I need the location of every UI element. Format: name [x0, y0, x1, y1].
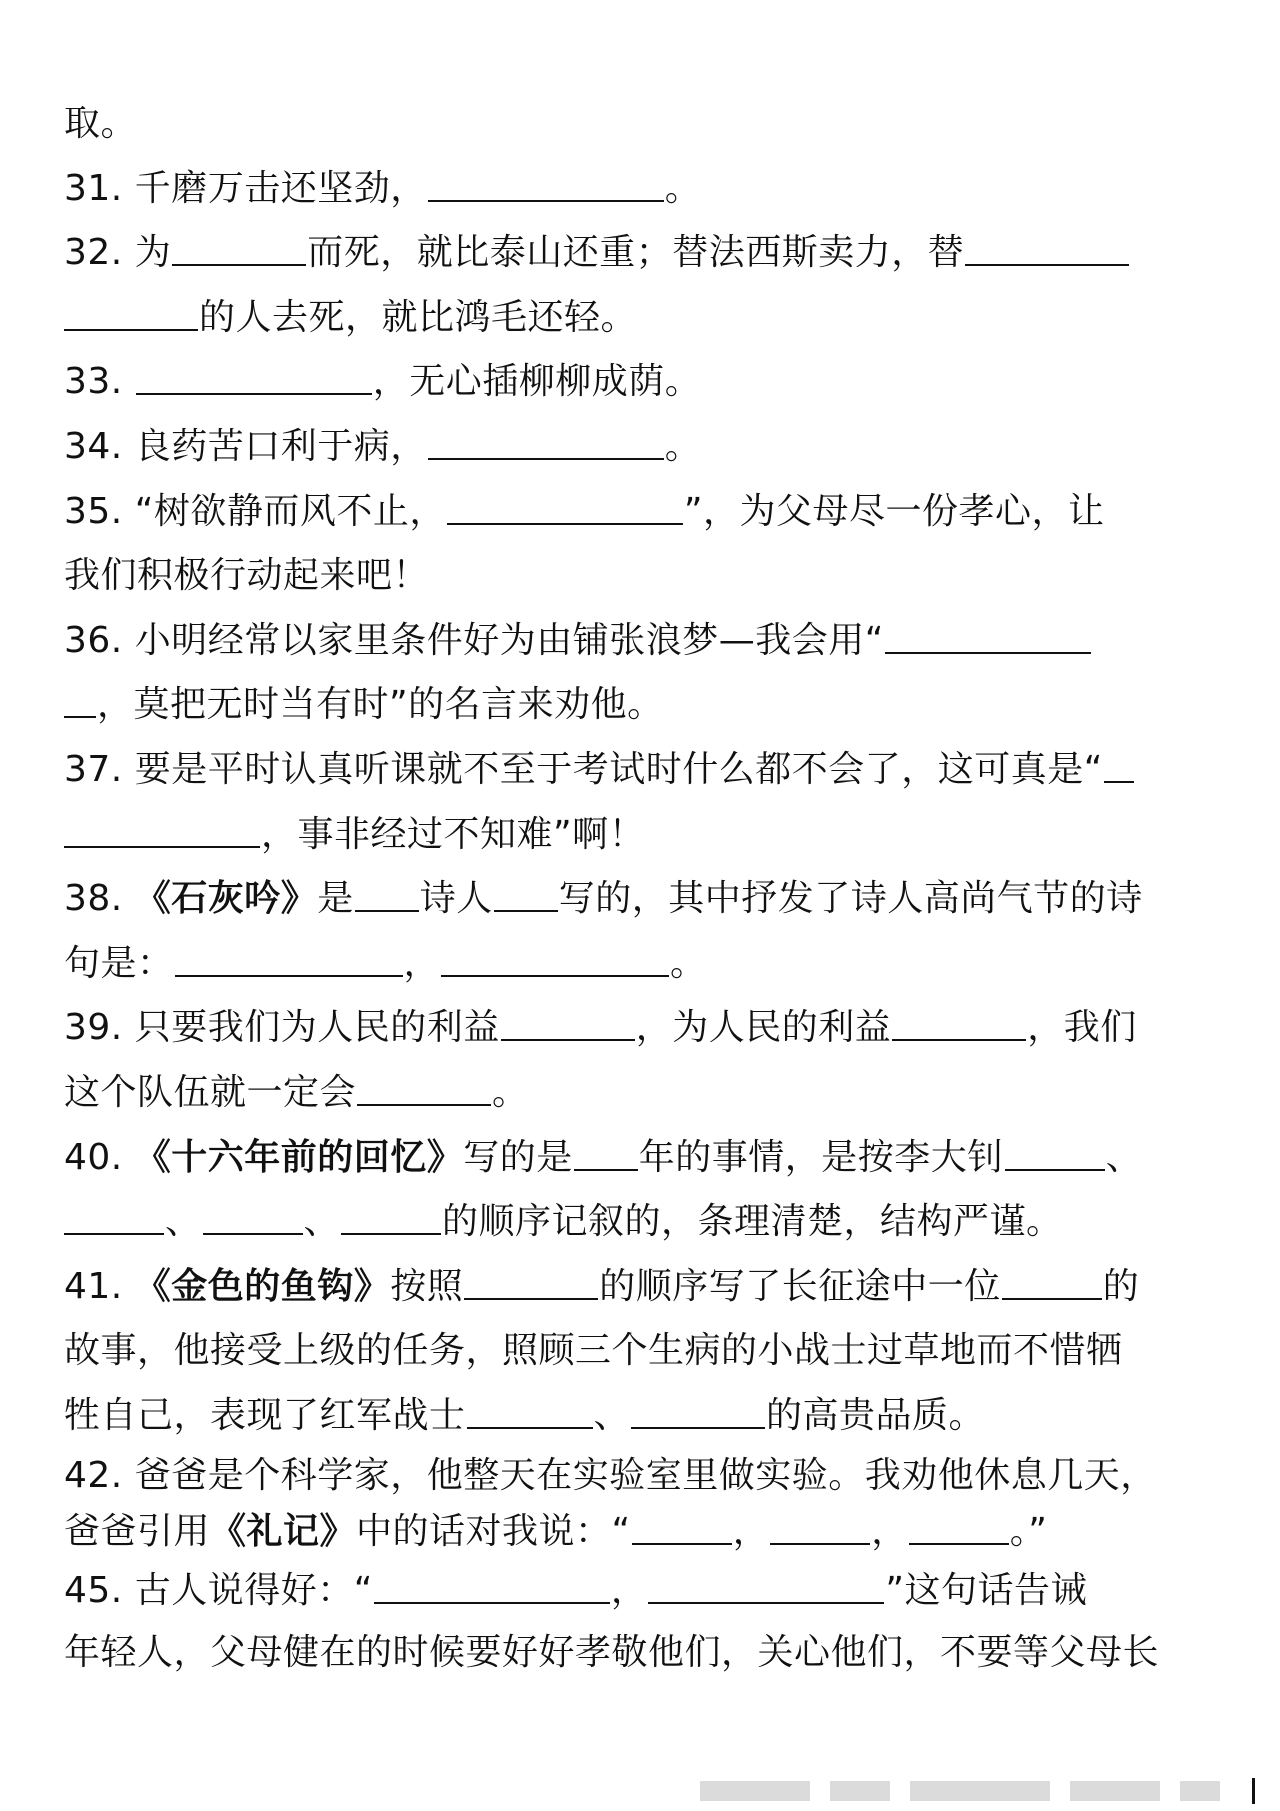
question-text: ，事非经过不知难”啊！: [261, 813, 646, 855]
answer-blank[interactable]: [64, 299, 198, 331]
question-text: 诗人: [419, 878, 493, 920]
question-text: 32. 为: [64, 232, 172, 274]
question-text: ，为人民的利益: [635, 1007, 892, 1049]
answer-blank[interactable]: [464, 1268, 598, 1300]
question-42: [64, 1448, 1224, 1504]
question-text: 33.: [64, 361, 135, 403]
question-text: 这个队伍就一定会: [64, 1071, 357, 1113]
question-text: 中的话对我说：“: [356, 1511, 631, 1553]
answer-blank[interactable]: [64, 816, 260, 848]
answer-blank[interactable]: [648, 1572, 884, 1604]
answer-blank[interactable]: [428, 428, 664, 460]
answer-blank[interactable]: [203, 1203, 303, 1235]
poem-title: 《石灰吟》: [134, 878, 318, 920]
article-title: 《金色的鱼钩》: [134, 1265, 391, 1307]
answer-blank[interactable]: [447, 493, 683, 525]
question-36: [64, 609, 1224, 674]
question-text: 的人去死，就比鸿毛还轻。: [199, 296, 638, 338]
question-45-cont: [64, 1622, 1224, 1684]
answer-blank[interactable]: [341, 1203, 441, 1235]
line-text: 取。: [64, 103, 138, 144]
answer-blank[interactable]: [1104, 751, 1134, 783]
question-text: 40.: [64, 1136, 135, 1178]
question-39: [64, 996, 1224, 1061]
question-text: 。: [664, 425, 702, 467]
answer-blank[interactable]: [574, 1139, 638, 1171]
question-40-cont: [64, 1190, 1224, 1255]
question-text: 牲自己，表现了红军战士: [64, 1394, 466, 1436]
question-41-cont: [64, 1384, 1224, 1449]
question-42-cont: [64, 1504, 1224, 1560]
question-text: ，: [871, 1511, 908, 1553]
question-text: 38.: [64, 878, 135, 920]
answer-blank[interactable]: [172, 234, 306, 266]
answer-blank[interactable]: [428, 170, 664, 202]
question-text: 36. 小明经常以家里条件好为由铺张浪梦—我会用“: [64, 619, 884, 661]
question-text: ，: [610, 1570, 648, 1612]
book-title: 《礼记》: [210, 1511, 357, 1553]
question-36-cont: [64, 673, 1224, 738]
question-text: ，: [403, 942, 441, 984]
question-text: 。: [670, 942, 707, 984]
question-text: 、: [303, 1201, 341, 1243]
question-text: 35. “树欲静而风不止，: [64, 490, 446, 532]
answer-blank[interactable]: [885, 622, 1091, 654]
question-41-cont: [64, 1319, 1224, 1384]
scan-artifact-bar: [700, 1781, 1220, 1801]
answer-blank[interactable]: [1002, 1268, 1102, 1300]
question-32-cont: [64, 286, 1224, 351]
question-32: [64, 221, 1224, 286]
question-text: ，无心插柳柳成荫。: [372, 361, 702, 403]
question-text: 按照: [390, 1265, 464, 1307]
question-35: [64, 480, 1224, 545]
question-text: 句是：: [64, 942, 174, 984]
question-text: 39. 只要我们为人民的利益: [64, 1007, 500, 1049]
text-line: [64, 92, 1224, 157]
question-41: [64, 1255, 1224, 1320]
question-text: 故事，他接受上级的任务，照顾三个生病的小战士过草地而不惜牺: [64, 1330, 1123, 1372]
question-text: 的顺序记叙的，条理清楚，结构严谨。: [442, 1201, 1063, 1243]
question-38-cont: [64, 932, 1224, 997]
answer-blank[interactable]: [441, 945, 669, 977]
answer-blank[interactable]: [136, 363, 372, 395]
answer-blank[interactable]: [467, 1397, 593, 1429]
answer-blank[interactable]: [64, 1203, 164, 1235]
question-34: [64, 415, 1224, 480]
question-text: 的: [1102, 1265, 1140, 1307]
question-35-cont: [64, 544, 1224, 609]
answer-blank[interactable]: [501, 1009, 635, 1041]
question-40: [64, 1126, 1224, 1191]
question-text: ，我们: [1027, 1007, 1137, 1049]
answer-blank[interactable]: [1005, 1139, 1105, 1171]
question-37-cont: [64, 803, 1224, 868]
question-45: [64, 1560, 1224, 1622]
question-31: [64, 157, 1224, 222]
question-text: 、: [593, 1394, 631, 1436]
question-text: ，莫把无时当有时”的名言来劝他。: [97, 684, 664, 726]
question-text: 45. 古人说得好：“: [64, 1570, 373, 1612]
answer-blank[interactable]: [631, 1397, 765, 1429]
question-text: 34. 良药苦口利于病，: [64, 425, 427, 467]
answer-blank[interactable]: [909, 1513, 1009, 1545]
question-text: 的顺序写了长征途中一位: [599, 1265, 1001, 1307]
answer-blank[interactable]: [175, 945, 403, 977]
question-text: 爸爸引用: [64, 1511, 211, 1553]
question-text: 写的是: [463, 1136, 573, 1178]
answer-blank[interactable]: [892, 1009, 1026, 1041]
question-text: 37. 要是平时认真听课就不至于考试时什么都不会了，这可真是“: [64, 748, 1103, 790]
question-text: 的高贵品质。: [766, 1394, 986, 1436]
question-37: [64, 738, 1224, 803]
answer-blank[interactable]: [632, 1513, 732, 1545]
question-text: 、: [165, 1201, 202, 1243]
page-edge-mark: [1252, 1778, 1255, 1804]
question-text: 年轻人，父母健在的时候要好好孝敬他们，关心他们，不要等父母长: [64, 1632, 1160, 1674]
question-text: 31. 千磨万击还坚劲，: [64, 167, 427, 209]
answer-blank[interactable]: [374, 1572, 610, 1604]
question-list: [64, 92, 1224, 1684]
question-text: 年的事情，是按李大钊: [638, 1136, 1004, 1178]
answer-blank[interactable]: [355, 880, 419, 912]
answer-blank[interactable]: [64, 686, 96, 718]
question-text: 42. 爸爸是个科学家，他整天在实验室里做实验。我劝他休息几天，: [64, 1455, 1157, 1497]
answer-blank[interactable]: [965, 234, 1129, 266]
answer-blank[interactable]: [357, 1074, 491, 1106]
question-text: 我们积极行动起来吧！: [64, 555, 430, 597]
question-33: [64, 350, 1224, 415]
question-text: 。: [492, 1071, 529, 1113]
question-text: 41.: [64, 1265, 135, 1307]
question-text: 写的，其中抒发了诗人高尚气节的诗: [558, 878, 1143, 920]
question-39-cont: [64, 1061, 1224, 1126]
question-text: 。”: [1009, 1511, 1048, 1553]
article-title: 《十六年前的回忆》: [134, 1136, 464, 1178]
question-text: 而死，就比泰山还重；替法西斯卖力，替: [307, 232, 965, 274]
question-text: ”，为父母尽一份孝心，让: [683, 490, 1105, 532]
question-text: ，: [732, 1511, 770, 1553]
question-text: 是: [317, 878, 354, 920]
answer-blank[interactable]: [494, 880, 558, 912]
question-text: 。: [664, 167, 702, 209]
question-38: [64, 867, 1224, 932]
question-text: 、: [1105, 1136, 1143, 1178]
answer-blank[interactable]: [770, 1513, 870, 1545]
question-text: ”这句话告诫: [885, 1570, 1088, 1612]
